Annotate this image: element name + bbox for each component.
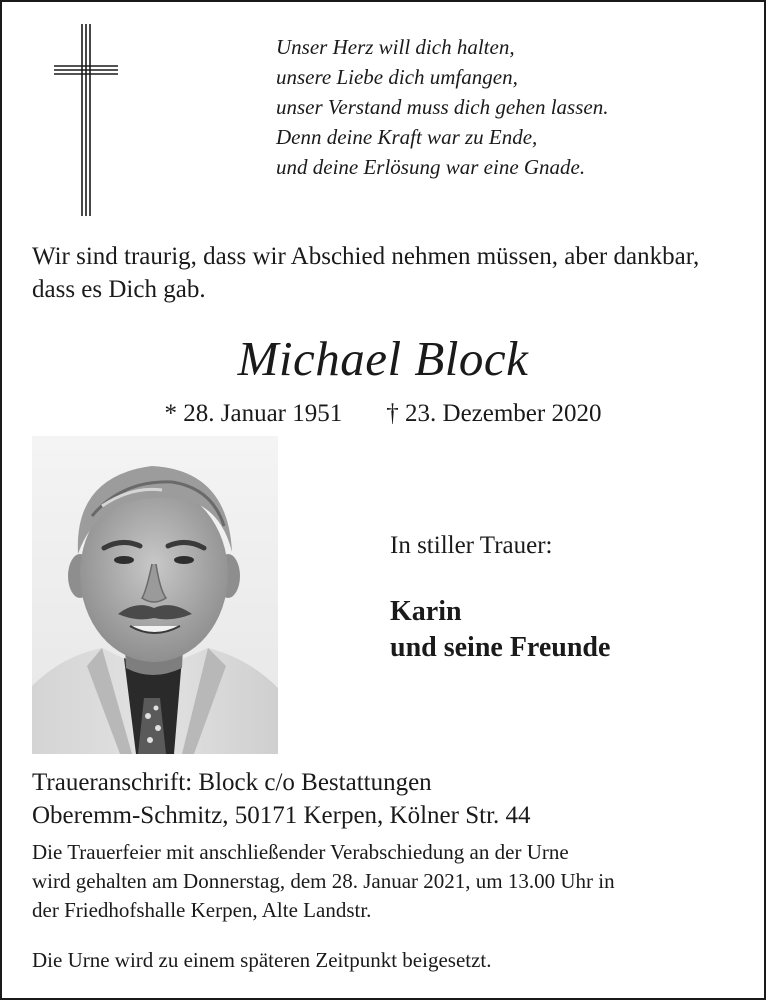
death-date: † 23. Dezember 2020 (386, 400, 602, 427)
poem-line: Denn deine Kraft war zu Ende, (276, 125, 538, 149)
memorial-poem (276, 32, 746, 182)
mourners (390, 594, 610, 666)
burial-note: Die Urne wird zu einem späteren Zeitpunkt beigesetzt. (32, 948, 492, 972)
condolence-address (32, 766, 742, 832)
poem-line: Unser Herz will dich halten, (276, 35, 515, 59)
mourning-label: In stiller Trauer: (390, 532, 553, 559)
ceremony-line: der Friedhofshalle Kerpen, Alte Landstr. (32, 898, 372, 922)
portrait-photo (32, 436, 278, 754)
address-line: Traueranschrift: Block c/o Bestattungen (32, 769, 432, 796)
mourner-name: Karin (390, 596, 462, 627)
life-dates (2, 398, 764, 430)
birth-date: * 28. Januar 1951 (164, 400, 343, 427)
poem-line: unsere Liebe dich umfangen, (276, 65, 518, 89)
ceremony-line: wird gehalten am Donnerstag, dem 28. Januar 2021, um 13.00 Uhr in (32, 869, 615, 893)
deceased-name: Michael Block (237, 331, 529, 386)
address-line: Oberemm-Schmitz, 50171 Kerpen, Kölner Str. 44 (32, 802, 531, 829)
ceremony-line: Die Trauerfeier mit anschließender Verabschiedung an der Urne (32, 840, 569, 864)
cross-icon (52, 22, 120, 218)
intro-text: Wir sind traurig, dass wir Abschied nehmen müssen, aber dankbar, dass es Dich gab. (32, 243, 700, 303)
mourner-name: und seine Freunde (390, 632, 611, 663)
poem-line: unser Verstand muss dich gehen lassen. (276, 95, 609, 119)
ceremony-details (32, 838, 742, 925)
poem-line: und deine Erlösung war eine Gnade. (276, 155, 586, 179)
